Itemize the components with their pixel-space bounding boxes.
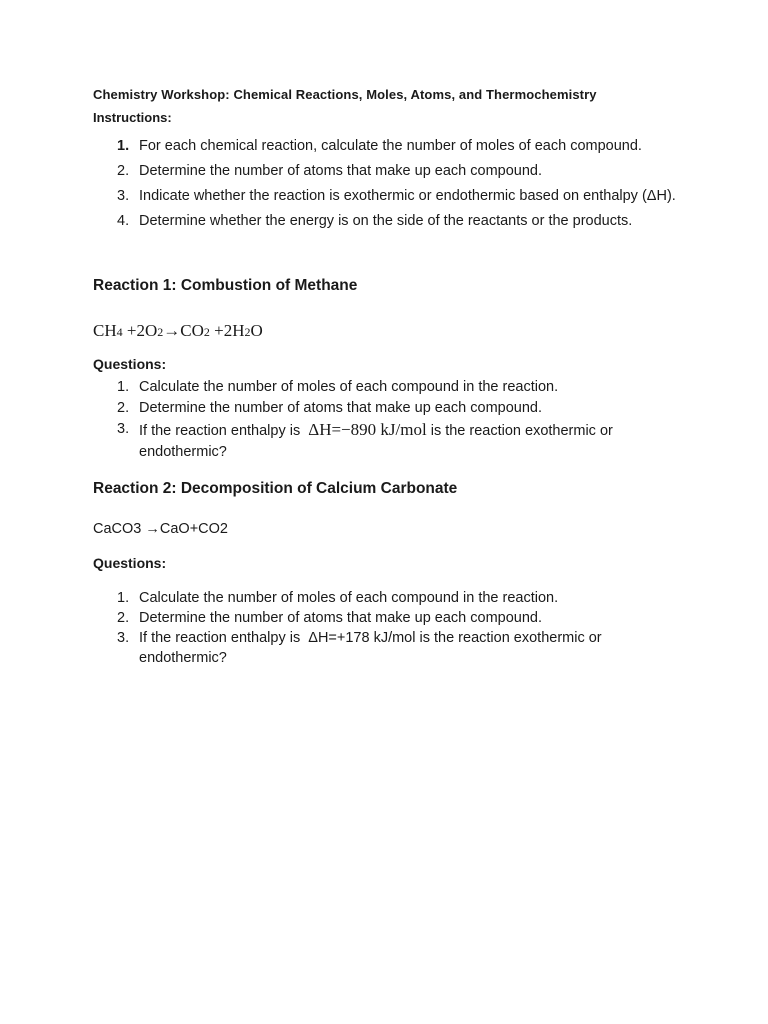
instructions-list: [0, 134, 768, 234]
equation-part: CH: [93, 321, 117, 340]
list-number: 3.: [117, 630, 130, 646]
equation-part: +2H: [209, 321, 245, 340]
equation-part: +2O: [122, 321, 158, 340]
list-text: [139, 419, 659, 463]
instructions-label: Instructions:: [93, 110, 172, 125]
equation-subscript: 2: [244, 325, 251, 339]
list-text: Indicate whether the reaction is exothermic or endothermic based on enthalpy (ΔH).: [139, 188, 676, 204]
reaction1-questions-list: [0, 377, 768, 463]
reaction2-heading: Reaction 2: Decomposition of Calcium Carbonate: [93, 480, 458, 497]
question-text-after: is the reaction exothermic or endothermic?: [139, 423, 613, 460]
list-text: Determine the number of atoms that make up each compound.: [139, 610, 542, 626]
list-number: 2.: [117, 400, 130, 416]
list-item: [0, 184, 768, 209]
equation-part: →CO: [163, 321, 204, 340]
list-item: [0, 159, 768, 184]
list-number: 1.: [117, 590, 130, 606]
reaction1-heading: Reaction 1: Combustion of Methane: [93, 277, 358, 294]
reaction2-questions-label: Questions:: [93, 555, 167, 571]
list-text: Calculate the number of moles of each compound in the reaction.: [139, 379, 559, 395]
list-item: [0, 608, 768, 628]
list-number: 2.: [117, 610, 130, 626]
list-text: Calculate the number of moles of each compound in the reaction.: [139, 590, 559, 606]
equation-subscript: 2: [157, 325, 164, 339]
list-text: Determine the number of atoms that make up each compound.: [139, 163, 542, 179]
document-title: Chemistry Workshop: Chemical Reactions, Moles, Atoms, and Thermochemistry: [93, 87, 597, 102]
reaction1-questions-label: Questions:: [93, 356, 167, 372]
list-item: [0, 134, 768, 159]
list-item: [0, 419, 768, 463]
list-number: 3.: [117, 421, 130, 437]
equation-part: O: [250, 321, 263, 340]
list-item: [0, 398, 768, 419]
list-number: 3.: [117, 188, 130, 204]
reaction2-equation: CaCO3 →CaO+CO2: [93, 521, 228, 537]
list-number: 4.: [117, 213, 130, 229]
reaction2-questions-list: [0, 588, 768, 668]
list-number: 1.: [117, 138, 130, 154]
list-number: 2.: [117, 163, 130, 179]
list-number: 1.: [117, 379, 130, 395]
list-text: Determine whether the energy is on the side of the reactants or the products.: [139, 213, 633, 229]
list-text: For each chemical reaction, calculate the number of moles of each compound.: [139, 138, 642, 154]
question-text-before: If the reaction enthalpy is: [139, 423, 309, 439]
list-item: [0, 628, 768, 668]
list-text: If the reaction enthalpy is ΔH=+178 kJ/mol is the reaction exothermic or endothermic?: [139, 630, 606, 666]
enthalpy-expression: ΔH=−890 kJ/mol: [308, 420, 427, 439]
list-item: [0, 588, 768, 608]
equation-subscript: 4: [116, 325, 123, 339]
reaction1-equation: [93, 321, 263, 341]
list-item: [0, 209, 768, 234]
list-text: Determine the number of atoms that make up each compound.: [139, 400, 542, 416]
list-item: [0, 377, 768, 398]
equation-subscript: 2: [203, 325, 210, 339]
